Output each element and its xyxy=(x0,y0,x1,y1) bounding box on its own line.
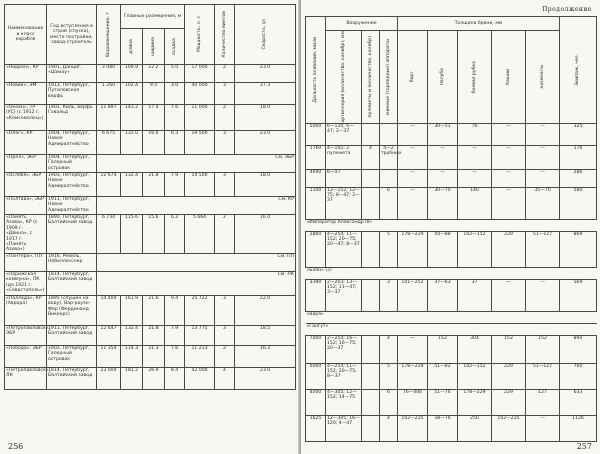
cell-sp: 18.0 xyxy=(235,105,296,131)
cell-wid: 17.4 xyxy=(143,105,165,131)
cell-dr: 8.4 xyxy=(165,367,185,389)
ship-label-row xyxy=(306,267,597,279)
cell-wid: 21.8 xyxy=(143,173,165,197)
cell-cas: 51—127 xyxy=(526,363,560,389)
ship-label-row xyxy=(306,323,597,335)
cell-belt: — xyxy=(398,335,428,363)
cell-conn: 140 xyxy=(458,187,492,219)
cell-guns: 12—152; 12—75; 8—47; 2—37 xyxy=(326,187,362,219)
cell-cas: 152 xyxy=(526,335,560,363)
cell-year: 1914, Петербург, Балтийский завод xyxy=(47,367,97,389)
cell-tubes: 4 xyxy=(380,335,398,363)
left-page-number: 256 xyxy=(8,442,24,451)
cell-deck: 30—70 xyxy=(428,187,458,219)
cell-tur: — xyxy=(492,279,526,311)
cell-dr: 6.3 xyxy=(165,131,185,155)
cell-see-reference: См. ЛК xyxy=(97,271,296,295)
cell-cas: 127 xyxy=(526,389,560,415)
cell-disp: 11 354 xyxy=(97,345,121,367)
cell-guns: 12—305; 16—120; 4—47 xyxy=(326,415,362,441)
cell-guns: 4—102; 2 пулемета xyxy=(326,145,362,169)
cell-year: 1902, Киль, верфь Говальд xyxy=(47,105,97,131)
header-power: Мощность, л. с xyxy=(185,5,215,65)
header-armor: Толщина брони, мм xyxy=(398,17,560,31)
cell-deck: — xyxy=(428,145,458,169)
cell-year: 1911, Петербург, Новое Адмиралтейство xyxy=(47,197,97,215)
cell-disp: 3 080 xyxy=(97,65,121,83)
cell-see-reference: См. КР xyxy=(97,197,296,215)
cell-name: «Полтава», ЭБР xyxy=(5,197,47,215)
continued-label: Продолжение xyxy=(542,6,592,13)
cell-belt: — xyxy=(398,169,428,187)
cell-see-reference: См. ЭБР xyxy=(97,155,296,173)
header-shafts: Количество винтов xyxy=(215,5,235,65)
cell-crew: 760 xyxy=(560,363,597,389)
cell-conn: 76 xyxy=(458,123,492,145)
cell-crew: 286 xyxy=(560,169,597,187)
cell-tur: 229 xyxy=(492,363,526,389)
cell-sh: 2 xyxy=(215,65,235,83)
header-draft: осадка xyxy=(165,29,185,65)
cell-wid: 12.2 xyxy=(143,65,165,83)
cell-crew: 170 xyxy=(560,145,597,169)
cell-wid: 15.6 xyxy=(143,215,165,254)
cell-mg xyxy=(362,187,380,219)
cell-tubes: 5 xyxy=(380,231,398,267)
ship-label: «Гангут» xyxy=(306,323,597,335)
table-row xyxy=(5,215,296,254)
cell-year: 1890, Петербург, Балтийский завод xyxy=(47,215,97,254)
header-speed: Скорость, уз xyxy=(235,5,296,65)
cell-mg xyxy=(362,363,380,389)
cell-crew: 325 xyxy=(560,123,597,145)
cell-name: «Пантера», ПЛ xyxy=(5,253,47,271)
left-table xyxy=(4,4,296,390)
table-row xyxy=(5,271,296,295)
table-row xyxy=(306,363,597,389)
cell-cas: 35—70 xyxy=(526,187,560,219)
cell-cas: — xyxy=(526,279,560,311)
cell-name: «Океан», ТР (УС) (с 1912 г. «Комсомолец») xyxy=(5,105,47,131)
cell-len: 132.4 xyxy=(121,325,143,345)
cell-pow: 42 000 xyxy=(185,367,215,389)
cell-tubes: 5 xyxy=(380,363,398,389)
table-row xyxy=(5,253,296,271)
cell-crew: 894 xyxy=(560,335,597,363)
cell-mg xyxy=(362,335,380,363)
cell-belt: — xyxy=(398,145,428,169)
cell-conn: 102—152 xyxy=(458,363,492,389)
cell-name: «Петропавловск», ЭБР xyxy=(5,325,47,345)
cell-sh: 3 xyxy=(215,295,235,325)
header-dims: Главные размерения, м xyxy=(121,5,185,29)
cell-wid: 21.6 xyxy=(143,295,165,325)
cell-pow: 14 500 xyxy=(185,173,215,197)
header-name: Наименование и класс корабля xyxy=(5,5,47,65)
cell-year: 1895 (спущен на воду), Вар-роуэн-Фер (Фердинанд Виккерс) xyxy=(47,295,97,325)
header-width: ширина xyxy=(143,29,165,65)
cell-pow: 25 722 xyxy=(185,295,215,325)
cell-tur: — xyxy=(492,145,526,169)
cell-sh: 3 xyxy=(215,131,235,155)
cell-deck: 30—51 xyxy=(428,123,458,145)
cell-disp: 6 675 xyxy=(97,131,121,155)
cell-sp: 22.0 xyxy=(235,295,296,325)
cell-len: 132.0 xyxy=(121,131,143,155)
cell-mg xyxy=(362,169,380,187)
cell-disp: 12 647 xyxy=(97,325,121,345)
cell-pow: 40 000 xyxy=(185,83,215,105)
cell-dr: 3.0 xyxy=(165,83,185,105)
cell-sh: 3 xyxy=(215,83,235,105)
cell-dr: 9.4 xyxy=(165,295,185,325)
cell-wid: 26.9 xyxy=(143,367,165,389)
cell-len: 161.9 xyxy=(121,295,143,325)
cell-len: 109.9 xyxy=(121,65,143,83)
header-conning: боевая рубка xyxy=(458,31,492,124)
ship-label-row xyxy=(306,219,597,231)
cell-year: 1913, Петербург, Путиловская верфь xyxy=(47,83,97,105)
cell-crew: 569 xyxy=(560,279,597,311)
cell-range: 4690 xyxy=(306,169,326,187)
cell-name: «Петропавловск», ЛК xyxy=(5,367,47,389)
cell-len: 102.4 xyxy=(121,83,143,105)
table-row xyxy=(5,65,296,83)
cell-sp: 23.0 xyxy=(235,65,296,83)
cell-deck: 37—63 xyxy=(428,279,458,311)
cell-disp: 23 000 xyxy=(97,367,121,389)
cell-range: 1100 xyxy=(306,187,326,219)
cell-len: 181.2 xyxy=(121,367,143,389)
cell-pow: 19 500 xyxy=(185,131,215,155)
table-row xyxy=(5,295,296,325)
header-guns: артиллерия (количество, калибр), мм xyxy=(326,31,362,124)
cell-belt: 178—229 xyxy=(398,363,428,389)
table-row xyxy=(5,105,296,131)
ship-label: «Баян» (2) xyxy=(306,267,597,279)
cell-range: 4000 xyxy=(306,389,326,415)
cell-guns: 4—254; 11—152; 20—75; 8—37 xyxy=(326,363,362,389)
ship-label: «Варя» xyxy=(306,311,597,323)
cell-sh: 4 xyxy=(215,367,235,389)
table-row xyxy=(5,367,296,389)
cell-tur: 229 xyxy=(492,389,526,415)
header-belt: борт xyxy=(398,31,428,124)
cell-dr: 7.6 xyxy=(165,105,185,131)
header-length: длина xyxy=(121,29,143,65)
cell-cas: — xyxy=(526,415,560,441)
cell-mg xyxy=(362,231,380,267)
cell-deck: 44—88 xyxy=(428,231,458,267)
cell-name: «Ниppон», КР xyxy=(5,65,47,83)
cell-guns: 6—47 xyxy=(326,169,362,187)
cell-tubes xyxy=(380,169,398,187)
cell-disp: 1 260 xyxy=(97,83,121,105)
cell-range: 3390 xyxy=(306,279,326,311)
cell-see-reference: См. ПЛ xyxy=(97,253,296,271)
cell-guns: 4—254; 11—152; 20—75; 20—47; 8—37 xyxy=(326,231,362,267)
cell-year: 1916, Ревель, Нобеллесcнер xyxy=(47,253,97,271)
cell-sh: 2 xyxy=(215,215,235,254)
cell-guns: 4—305; 12—152; 14—75 xyxy=(326,389,362,415)
header-casemates: казематы xyxy=(526,31,560,124)
cell-deck: 38—76 xyxy=(428,415,458,441)
cell-sp: 37.3 xyxy=(235,83,296,105)
cell-tubes: 6 xyxy=(380,389,398,415)
left-page xyxy=(0,0,299,454)
header-range: Дальность плавания, мили xyxy=(306,17,326,124)
table-row xyxy=(5,155,296,173)
cell-year: 1903, Петербург, Новое Адмиралтейство xyxy=(47,173,97,197)
cell-sh: 3 xyxy=(215,173,235,197)
cell-conn: 304 xyxy=(458,335,492,363)
table-row xyxy=(306,169,597,187)
cell-crew: 633 xyxy=(560,389,597,415)
cell-sh: 3 xyxy=(215,325,235,345)
cell-len: 114.3 xyxy=(121,345,143,367)
cell-pow: 11 000 xyxy=(185,105,215,131)
cell-name: «Новик», ЭМ xyxy=(5,83,47,105)
cell-year: 1904, Петербург, Галерный островок xyxy=(47,155,97,173)
cell-year: 1914, Петербург, Балтийский завод xyxy=(47,271,97,295)
header-displacement: Водоизмещение, т xyxy=(97,5,121,65)
cell-dr: 7.9 xyxy=(165,325,185,345)
cell-name: «Парижская коммуна», ЛК (до 1921 г. «Севастополь») xyxy=(5,271,47,295)
cell-wid: 16.6 xyxy=(143,131,165,155)
header-armament: Вооружение xyxy=(326,17,398,31)
cell-mg xyxy=(362,389,380,415)
cell-dr: 7.6 xyxy=(165,345,185,367)
cell-deck: 51—76 xyxy=(428,389,458,415)
cell-conn: — xyxy=(458,145,492,169)
ship-label-row xyxy=(306,311,597,323)
cell-dr: 6.2 xyxy=(165,215,185,254)
cell-pow: 5 664 xyxy=(185,215,215,254)
table-row xyxy=(5,83,296,105)
cell-name: «Ослябя», ЭБР xyxy=(5,173,47,197)
cell-dr: 7.9 xyxy=(165,173,185,197)
cell-mg xyxy=(362,415,380,441)
cell-tubes: 6 xyxy=(380,187,398,219)
table-row xyxy=(306,187,597,219)
cell-cas: 51—127 xyxy=(526,231,560,267)
cell-mg xyxy=(362,123,380,145)
table-row xyxy=(306,279,597,311)
cell-mg xyxy=(362,279,380,311)
cell-sp: 18.0 xyxy=(235,173,296,197)
cell-sp: 23.0 xyxy=(235,131,296,155)
cell-name: «Память Азова», КР (с 1909 г. «Двина», с 1917 г. «Память Азова») xyxy=(5,215,47,254)
cell-year: 1901, Данциг, «Шихау» xyxy=(47,65,97,83)
cell-crew: 580 xyxy=(560,187,597,219)
cell-sp: 16.3 xyxy=(235,345,296,367)
table-row xyxy=(306,231,597,267)
cell-belt: 76—406 xyxy=(398,389,428,415)
cell-name: «Олег», КР xyxy=(5,131,47,155)
ship-label: «Император Александр III» xyxy=(306,219,597,231)
cell-deck: 152 xyxy=(428,335,458,363)
cell-name: «Паллада», КР (Аврора) xyxy=(5,295,47,325)
cell-conn: 102—152 xyxy=(458,231,492,267)
table-row xyxy=(306,389,597,415)
cell-guns: 6—120; 6—47; 2—37 xyxy=(326,123,362,145)
table-row xyxy=(306,415,597,441)
cell-tubes: 4—2 трубных xyxy=(380,145,398,169)
cell-conn: 178—229 xyxy=(458,389,492,415)
cell-range: 1760 xyxy=(306,145,326,169)
cell-wid: 9.5 xyxy=(143,83,165,105)
cell-tur: — xyxy=(492,187,526,219)
table-row xyxy=(306,335,597,363)
header-crew: Экипаж, чел. xyxy=(560,17,597,124)
cell-conn: 250 xyxy=(458,415,492,441)
cell-disp: 12 674 xyxy=(97,173,121,197)
cell-sh: 2 xyxy=(215,345,235,367)
cell-range: 2860 xyxy=(306,231,326,267)
cell-deck: 51—82 xyxy=(428,363,458,389)
cell-crew: 1126 xyxy=(560,415,597,441)
cell-belt: 178—229 xyxy=(398,231,428,267)
cell-pow: 17 000 xyxy=(185,65,215,83)
table-row xyxy=(306,145,597,169)
cell-sp: 23.0 xyxy=(235,367,296,389)
header-tubes: минные (торпедные) аппараты xyxy=(380,31,398,124)
cell-range: 7000 xyxy=(306,335,326,363)
table-row xyxy=(5,197,296,215)
cell-belt: — xyxy=(398,187,428,219)
cell-tubes: 3 xyxy=(380,279,398,311)
cell-tur: 102—225 xyxy=(492,415,526,441)
cell-sp: 18.5 xyxy=(235,325,296,345)
cell-tubes: 4 xyxy=(380,415,398,441)
cell-tur: 152 xyxy=(492,335,526,363)
cell-belt: — xyxy=(398,123,428,145)
cell-mg: 4 xyxy=(362,145,380,169)
cell-len: 132.4 xyxy=(121,173,143,197)
right-page xyxy=(301,0,600,454)
cell-cas: — xyxy=(526,169,560,187)
cell-disp: 14 400 xyxy=(97,295,121,325)
cell-pow: 13 775 xyxy=(185,325,215,345)
cell-guns: 2—203; 13—152; 11—47; 3—37 xyxy=(326,279,362,311)
cell-guns: 2—254; 16—152; 16—75; 20—37 xyxy=(326,335,362,363)
cell-name: «Победа», ЭБР xyxy=(5,345,47,367)
cell-range: 1625 xyxy=(306,415,326,441)
cell-len: 143.2 xyxy=(121,105,143,131)
table-row xyxy=(306,123,597,145)
header-mg: пулеметы и (количество, калибр) xyxy=(362,31,380,124)
cell-year: 1911, Петербург, Балтийский завод xyxy=(47,325,97,345)
header-deck: палуба xyxy=(428,31,458,124)
cell-wid: 21.8 xyxy=(143,325,165,345)
cell-belt: 101—252 xyxy=(398,279,428,311)
cell-range: 5000 xyxy=(306,123,326,145)
cell-wid: 21.3 xyxy=(143,345,165,367)
table-row xyxy=(5,345,296,367)
table-row xyxy=(5,173,296,197)
right-table xyxy=(305,16,597,442)
cell-tur: — xyxy=(492,169,526,187)
cell-crew: 869 xyxy=(560,231,597,267)
cell-tur: — xyxy=(492,123,526,145)
cell-cas: — xyxy=(526,123,560,145)
table-row xyxy=(5,325,296,345)
table-row xyxy=(5,131,296,155)
cell-disp: 11 897 xyxy=(97,105,121,131)
cell-name: «Орел», ЭБР xyxy=(5,155,47,173)
cell-len: 115.6 xyxy=(121,215,143,254)
cell-disp: 6 734 xyxy=(97,215,121,254)
cell-cas: — xyxy=(526,145,560,169)
cell-pow: 11 213 xyxy=(185,345,215,367)
cell-year: 1904, Петербург, Новое Адмиралтейство xyxy=(47,131,97,155)
cell-belt: 102—225 xyxy=(398,415,428,441)
cell-conn: 37 xyxy=(458,279,492,311)
cell-conn: — xyxy=(458,169,492,187)
cell-year: 1902, Петербург, Галерный островок xyxy=(47,345,97,367)
cell-tubes xyxy=(380,123,398,145)
cell-tur: 229 xyxy=(492,231,526,267)
cell-deck: — xyxy=(428,169,458,187)
header-year: Год вступления в строй (спуска), место постройки, завод-строитель xyxy=(47,5,97,65)
cell-range: 6000 xyxy=(306,363,326,389)
cell-sp: 16.0 xyxy=(235,215,296,254)
header-turrets: башни xyxy=(492,31,526,124)
cell-sh: 2 xyxy=(215,105,235,131)
right-page-number: 257 xyxy=(576,442,592,451)
cell-dr: 5.0 xyxy=(165,65,185,83)
